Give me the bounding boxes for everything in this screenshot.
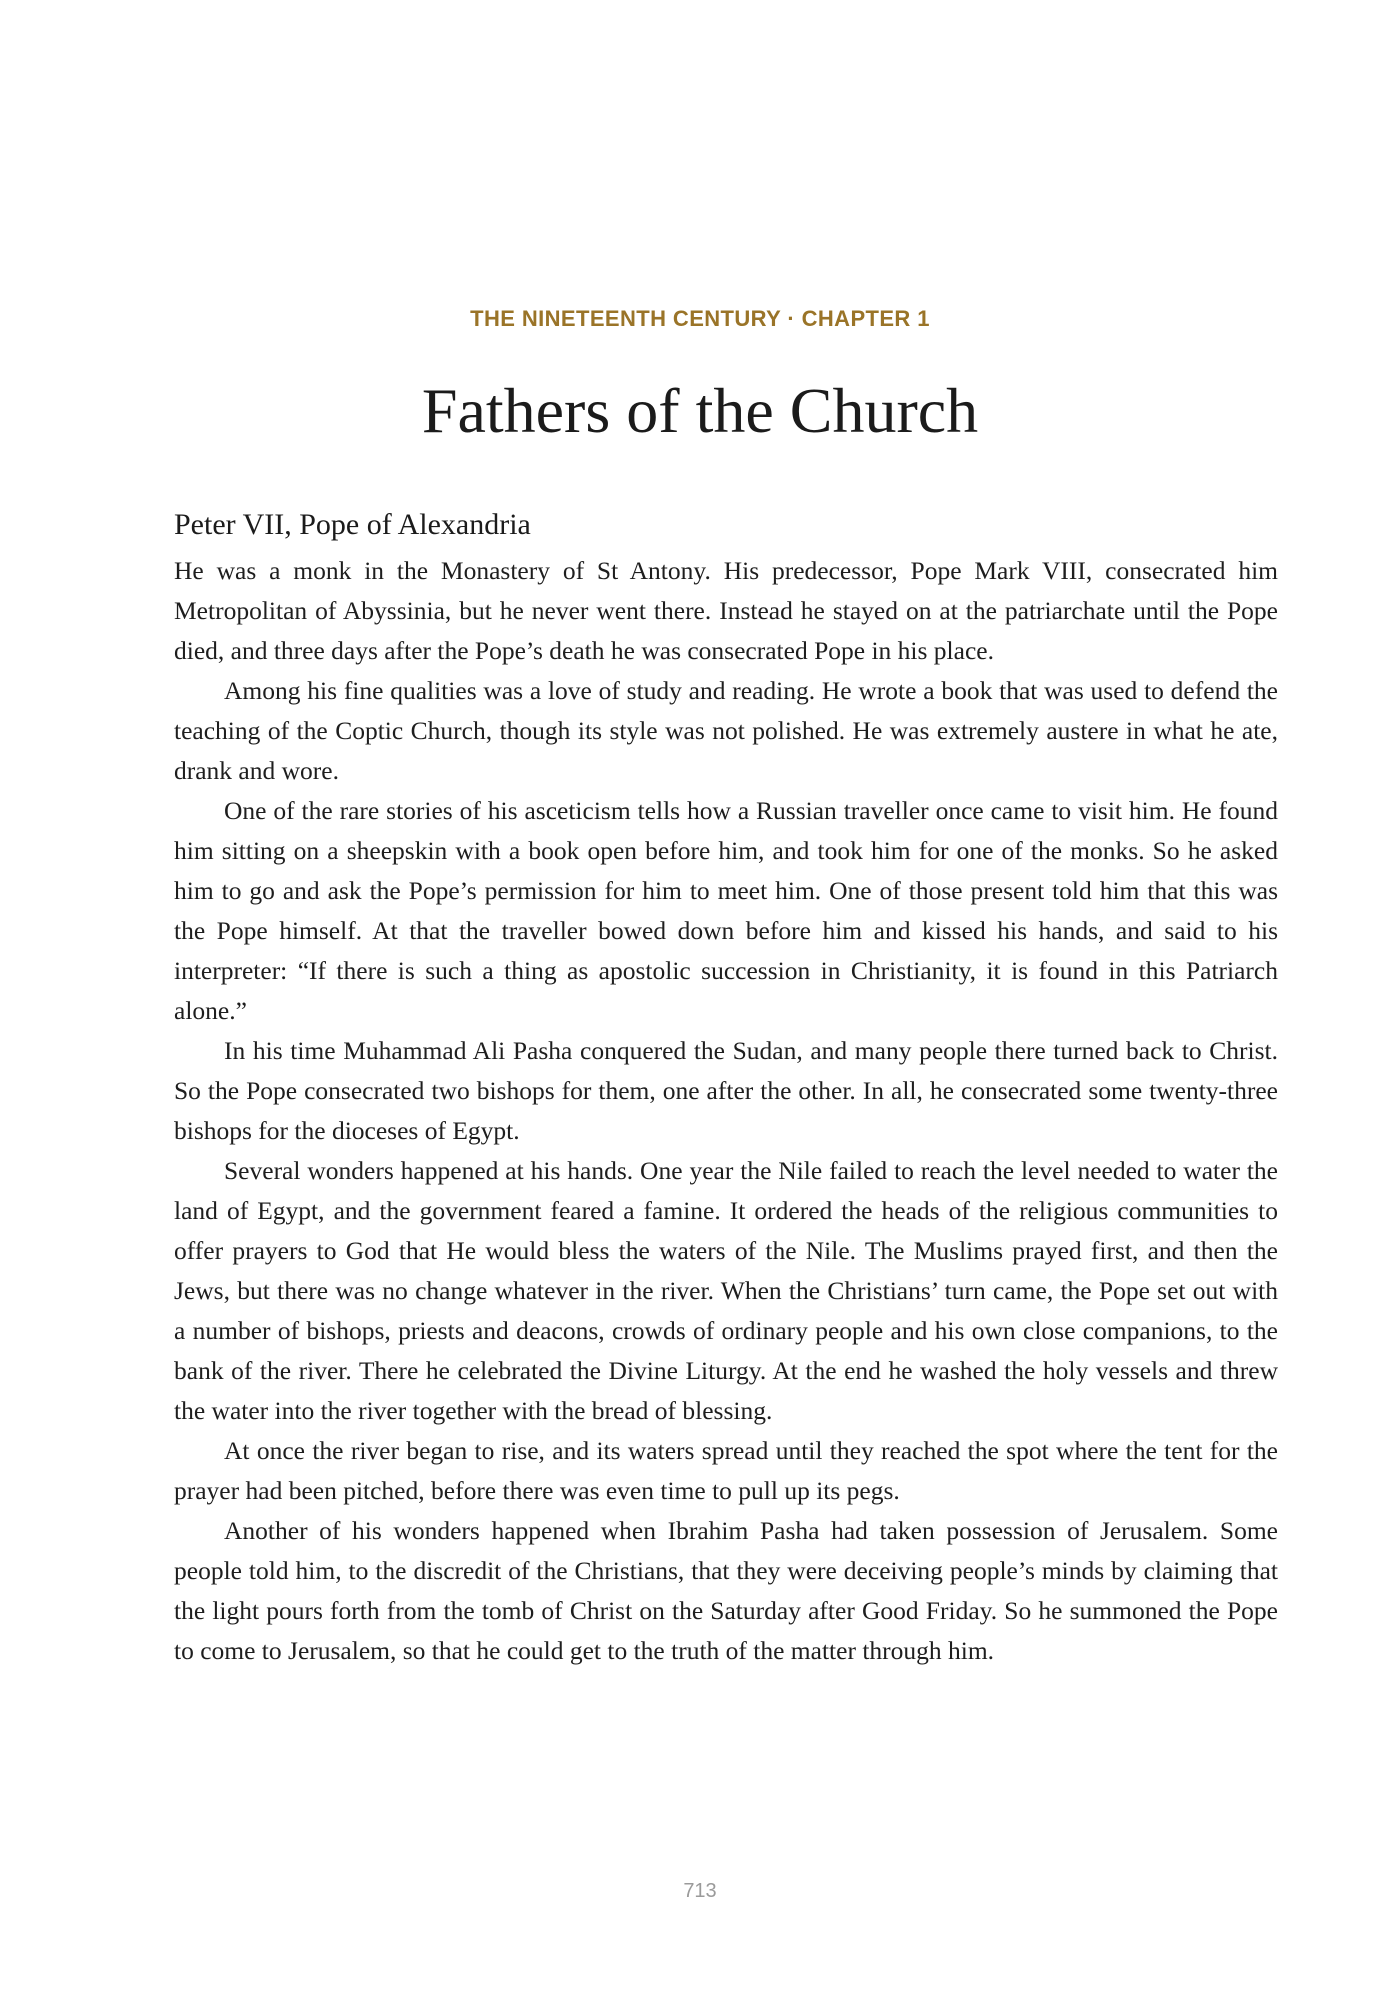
paragraph: At once the river began to rise, and its waters spread until they reached the spot where the tent for the prayer had been pitched, before there was even time to pull up its pegs.: [174, 1436, 1278, 1505]
paragraph: Another of his wonders happened when Ibrahim Pasha had taken possession of Jerusalem. Some people told him, to the discredit of the Christians, that they were deceiving people’s minds by claiming that the light pours forth from the tomb of Christ on the Saturday after Good Friday. So he summoned the Pope to come to Jerusalem, so that he could get to the truth of the matter through him.: [174, 1516, 1278, 1665]
paragraph: He was a monk in the Monastery of St Antony. His predecessor, Pope Mark VIII, consecrated him Metropolitan of Abyssinia, but he never went there. Instead he stayed on at the patriarchate until the Pope died, and three days after the Pope’s death he was consecrated Pope in his place.: [174, 556, 1278, 665]
paragraph: One of the rare stories of his asceticism tells how a Russian traveller once came to visit him. He found him sitting on a sheepskin with a book open before him, and took him for one of the monks. So he asked him to go and ask the Pope’s permission for him to meet him. One of those present told him that this was the Pope himself. At that the traveller bowed down before him and kissed his hands, and said to his interpreter: “If there is such a thing as apostolic succession in Christianity, it is found in this Patriarch alone.”: [174, 796, 1278, 1025]
running-head: THE NINETEENTH CENTURY · CHAPTER 1: [470, 306, 930, 331]
page-number: 713: [683, 1880, 717, 1902]
chapter-title: Fathers of the Church: [421, 375, 979, 446]
body-text: [174, 505, 1278, 1671]
section-heading: Peter VII, Pope of Alexandria: [174, 508, 531, 541]
paragraph: In his time Muhammad Ali Pasha conquered the Sudan, and many people there turned back to Christ. So the Pope consecrated two bishops for them, one after the other. In all, he consecrated some twenty-three bishops for the dioceses of Egypt.: [174, 1036, 1278, 1145]
paragraph: Among his fine qualities was a love of study and reading. He wrote a book that was used to defend the teaching of the Coptic Church, though its style was not polished. He was extremely austere in what he ate, drank and wore.: [174, 676, 1278, 785]
paragraph: Several wonders happened at his hands. One year the Nile failed to reach the level needed to water the land of Egypt, and the government feared a famine. It ordered the heads of the religious communities to offer prayers to God that He would bless the waters of the Nile. The Muslims prayed first, and then the Jews, but there was no change whatever in the river. When the Christians’ turn came, the Pope set out with a number of bishops, priests and deacons, crowds of ordinary people and his own close companions, to the bank of the river. There he celebrated the Divine Liturgy. At the end he washed the holy vessels and threw the water into the river together with the bread of blessing.: [174, 1156, 1278, 1425]
